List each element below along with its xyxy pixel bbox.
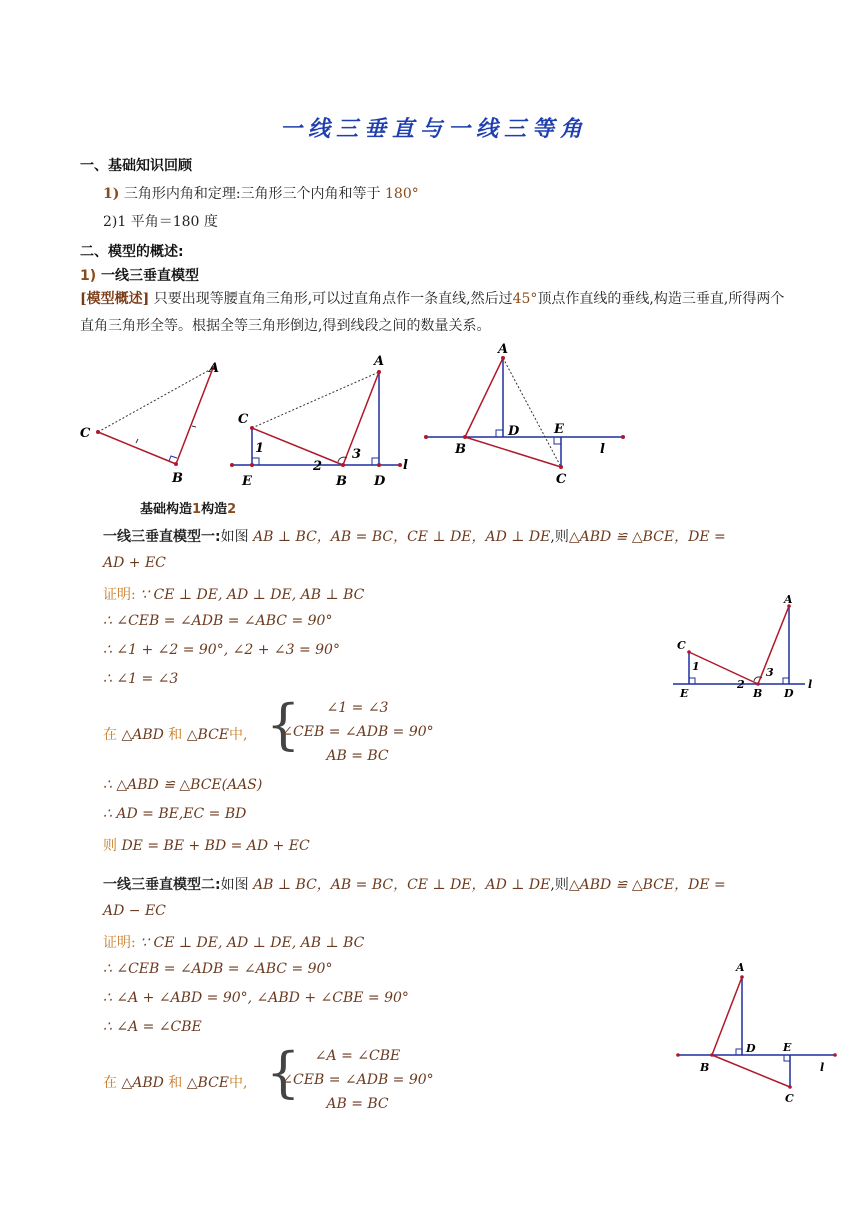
- label-b: B: [336, 474, 347, 489]
- statement-math: △ABD ≌ △BCE，DE =: [568, 877, 726, 893]
- model2-proof-line-4: ∴ ∠A = ∠CBE: [103, 1019, 202, 1035]
- proof-math: ∵ CE ⊥ DE, AD ⊥ DE, AB ⊥ BC: [140, 935, 365, 951]
- overview-text-b: 顶点作直线的垂线,构造三垂直,所得两个直角三角形全等。根据全等三角形倒边,得到线段之间的数量关系。: [80, 291, 785, 334]
- model1-proof-line-1: [103, 584, 364, 604]
- model-overview-paragraph: [80, 286, 792, 340]
- label-a: A: [736, 961, 745, 974]
- model1-statement: [103, 526, 726, 546]
- subsection-number: 1): [80, 268, 97, 284]
- label-e: E: [783, 1041, 792, 1054]
- conclusion-math: DE = BE + BD = AD + EC: [121, 838, 310, 854]
- model1-heading: 一线三垂直模型一:: [103, 529, 221, 545]
- label-c: C: [556, 472, 567, 487]
- label-angle-1: 1: [692, 660, 700, 673]
- label-angle-2: 2: [313, 459, 323, 474]
- right-angle-mark: [689, 678, 695, 684]
- section-heading-review: 一、基础知识回顾: [80, 158, 192, 174]
- statement-math: △ABD ≌ △BCE，DE =: [568, 529, 726, 545]
- model1-proof-line-2: ∴ ∠CEB = ∠ADB = ∠ABC = 90°: [103, 613, 333, 629]
- statement-text: 如图: [220, 877, 249, 893]
- label-b: B: [172, 471, 183, 486]
- label-c: C: [80, 426, 91, 441]
- system-brace: {: [266, 1041, 301, 1104]
- model2-system-line-2: ∠CEB = ∠ADB = 90°: [281, 1072, 434, 1088]
- model2-proof-line-2: ∴ ∠CEB = ∠ADB = ∠ABC = 90°: [103, 961, 333, 977]
- point-c: [96, 430, 100, 434]
- right-angle-mark: [736, 1049, 742, 1055]
- review-item-2: 2)1 平角＝180 度: [103, 214, 218, 230]
- label-d: D: [508, 424, 520, 439]
- label-c: C: [238, 412, 249, 427]
- model2-proof-line-3: ∴ ∠A + ∠ABD = 90°, ∠ABD + ∠CBE = 90°: [103, 990, 409, 1006]
- point-e: [250, 463, 254, 467]
- middle-label: 中,: [229, 1075, 248, 1091]
- caption-number-2: 2: [227, 502, 237, 517]
- model1-system-line-3: AB = BC: [326, 748, 389, 764]
- right-angle-mark: [496, 430, 503, 437]
- point-line-end: [833, 1053, 837, 1057]
- label-l: l: [403, 458, 408, 473]
- label-angle-3: 3: [766, 666, 774, 679]
- figure-construction-2: [230, 354, 408, 489]
- section-heading-overview: 二、模型的概述:: [80, 244, 184, 260]
- point-line-end: [398, 463, 402, 467]
- subsection-title: [80, 265, 199, 285]
- label-c: C: [785, 1092, 794, 1105]
- point-a: [377, 370, 381, 374]
- model2-proof-line-1: [103, 932, 364, 952]
- model1-proof-line-3: ∴ ∠1 + ∠2 = 90°, ∠2 + ∠3 = 90°: [103, 642, 340, 658]
- proof-label: 证明:: [103, 587, 136, 603]
- label-a: A: [498, 342, 509, 357]
- system-brace: {: [266, 693, 301, 756]
- label-a: A: [374, 354, 385, 369]
- model1-conclusion-2: ∴ AD = BE,EC = BD: [103, 806, 247, 822]
- label-e: E: [680, 687, 689, 700]
- label-e: E: [242, 474, 252, 489]
- point-c: [687, 650, 691, 654]
- statement-text: ,则: [550, 877, 569, 893]
- model2-in-triangles: [103, 1072, 247, 1092]
- label-angle-1: 1: [255, 441, 265, 456]
- caption-text-b: 构造: [201, 502, 228, 517]
- dotted-line-ca: [98, 368, 213, 432]
- review-item-1: [103, 183, 419, 203]
- model2-conclusion-line: AD − EC: [103, 903, 166, 919]
- label-d: D: [374, 474, 386, 489]
- caption-number-1: 1: [192, 502, 202, 517]
- subsection-label: 一线三垂直模型: [101, 268, 200, 284]
- point-c: [559, 465, 563, 469]
- triangle-name: △ABD: [121, 727, 164, 743]
- item-text: 三角形内角和定理:三角形三个内角和等于: [123, 186, 381, 202]
- segment-ba: [176, 368, 213, 464]
- right-angle-mark: [784, 1055, 790, 1061]
- model2-figure: [670, 955, 845, 1110]
- model2-system-line-1: ∠A = ∠CBE: [314, 1048, 401, 1064]
- point-line-end: [424, 435, 428, 439]
- label-angle-2: 2: [737, 678, 745, 691]
- item-value: 180°: [385, 186, 419, 202]
- proof-math: ∵ CE ⊥ DE, AD ⊥ DE, AB ⊥ BC: [140, 587, 365, 603]
- point-b: [756, 682, 760, 686]
- label-b: B: [700, 1061, 710, 1074]
- model2-statement: [103, 874, 726, 894]
- dotted-line-ac: [503, 358, 561, 467]
- point-b: [174, 462, 178, 466]
- model1-system-line-1: ∠1 = ∠3: [326, 700, 389, 716]
- statement-math: AB ⊥ BC，AB = BC，CE ⊥ DE，AD ⊥ DE: [253, 877, 551, 893]
- model1-conclusion-1: ∴ △ABD ≌ △BCE(AAS): [103, 777, 263, 793]
- label-l: l: [808, 678, 813, 691]
- overview-text-a: 只要出现等腰直角三角形,可以过直角点作一条直线,然后过: [153, 291, 513, 307]
- right-angle-mark: [169, 456, 177, 461]
- statement-text: ,则: [550, 529, 569, 545]
- statement-text: 如图: [220, 529, 249, 545]
- in-label: 在: [103, 1075, 117, 1091]
- tick-mark: [136, 439, 138, 443]
- segment-bc: [465, 437, 561, 467]
- model1-proof-line-4: ∴ ∠1 = ∠3: [103, 671, 179, 687]
- segment-ba: [712, 977, 742, 1055]
- then-label: 则: [103, 838, 117, 854]
- in-label: 在: [103, 727, 117, 743]
- triangle-name: △BCE: [186, 727, 229, 743]
- point-c: [250, 426, 254, 430]
- label-d: D: [784, 687, 794, 700]
- tick-mark: [192, 426, 196, 427]
- right-angle-mark: [554, 437, 561, 444]
- point-b: [463, 435, 467, 439]
- label-b: B: [455, 442, 466, 457]
- figure-caption: [140, 498, 236, 517]
- segment-bc: [712, 1055, 790, 1087]
- model1-in-triangles: [103, 724, 247, 744]
- overview-degree: 45°: [512, 291, 538, 307]
- label-a: A: [784, 593, 793, 606]
- construction-figures: [70, 340, 640, 500]
- figure-basic-construction: [80, 361, 219, 486]
- model2-heading: 一线三垂直模型二:: [103, 877, 221, 893]
- model1-conclusion-3: [103, 835, 310, 855]
- segment-cb: [252, 428, 343, 465]
- point-b: [710, 1053, 714, 1057]
- point-line-end: [621, 435, 625, 439]
- label-e: E: [554, 422, 564, 437]
- label-l: l: [820, 1061, 825, 1074]
- triangle-name: △ABD: [121, 1075, 164, 1091]
- proof-label: 证明:: [103, 935, 136, 951]
- label-angle-3: 3: [352, 447, 362, 462]
- label-b: B: [753, 687, 763, 700]
- figure-construction-3: [424, 342, 625, 487]
- right-angle-mark: [783, 678, 789, 684]
- caption-text-a: 基础构造: [140, 502, 193, 517]
- statement-math: AB ⊥ BC，AB = BC，CE ⊥ DE，AD ⊥ DE: [253, 529, 551, 545]
- and-label: 和: [168, 1075, 183, 1091]
- label-d: D: [746, 1042, 756, 1055]
- middle-label: 中,: [229, 727, 248, 743]
- label-c: C: [677, 639, 686, 652]
- point-line-end: [230, 463, 234, 467]
- point-line-end: [676, 1053, 680, 1057]
- page-title: 一线三垂直与一线三等角: [279, 117, 588, 142]
- point-b: [341, 463, 345, 467]
- model2-system-line-3: AB = BC: [326, 1096, 389, 1112]
- triangle-name: △BCE: [186, 1075, 229, 1091]
- model1-conclusion-line: AD + EC: [103, 555, 166, 571]
- model1-figure: [665, 590, 825, 705]
- overview-tag: [模型概述]: [80, 291, 150, 307]
- label-a: A: [209, 361, 220, 376]
- point-c: [788, 1085, 792, 1089]
- and-label: 和: [168, 727, 183, 743]
- segment-ba: [465, 358, 503, 437]
- segment-cb: [98, 432, 176, 464]
- point-d: [377, 463, 381, 467]
- item-number: 1): [103, 186, 120, 202]
- model1-system-line-2: ∠CEB = ∠ADB = 90°: [281, 724, 434, 740]
- label-l: l: [600, 442, 605, 457]
- point-a: [740, 975, 744, 979]
